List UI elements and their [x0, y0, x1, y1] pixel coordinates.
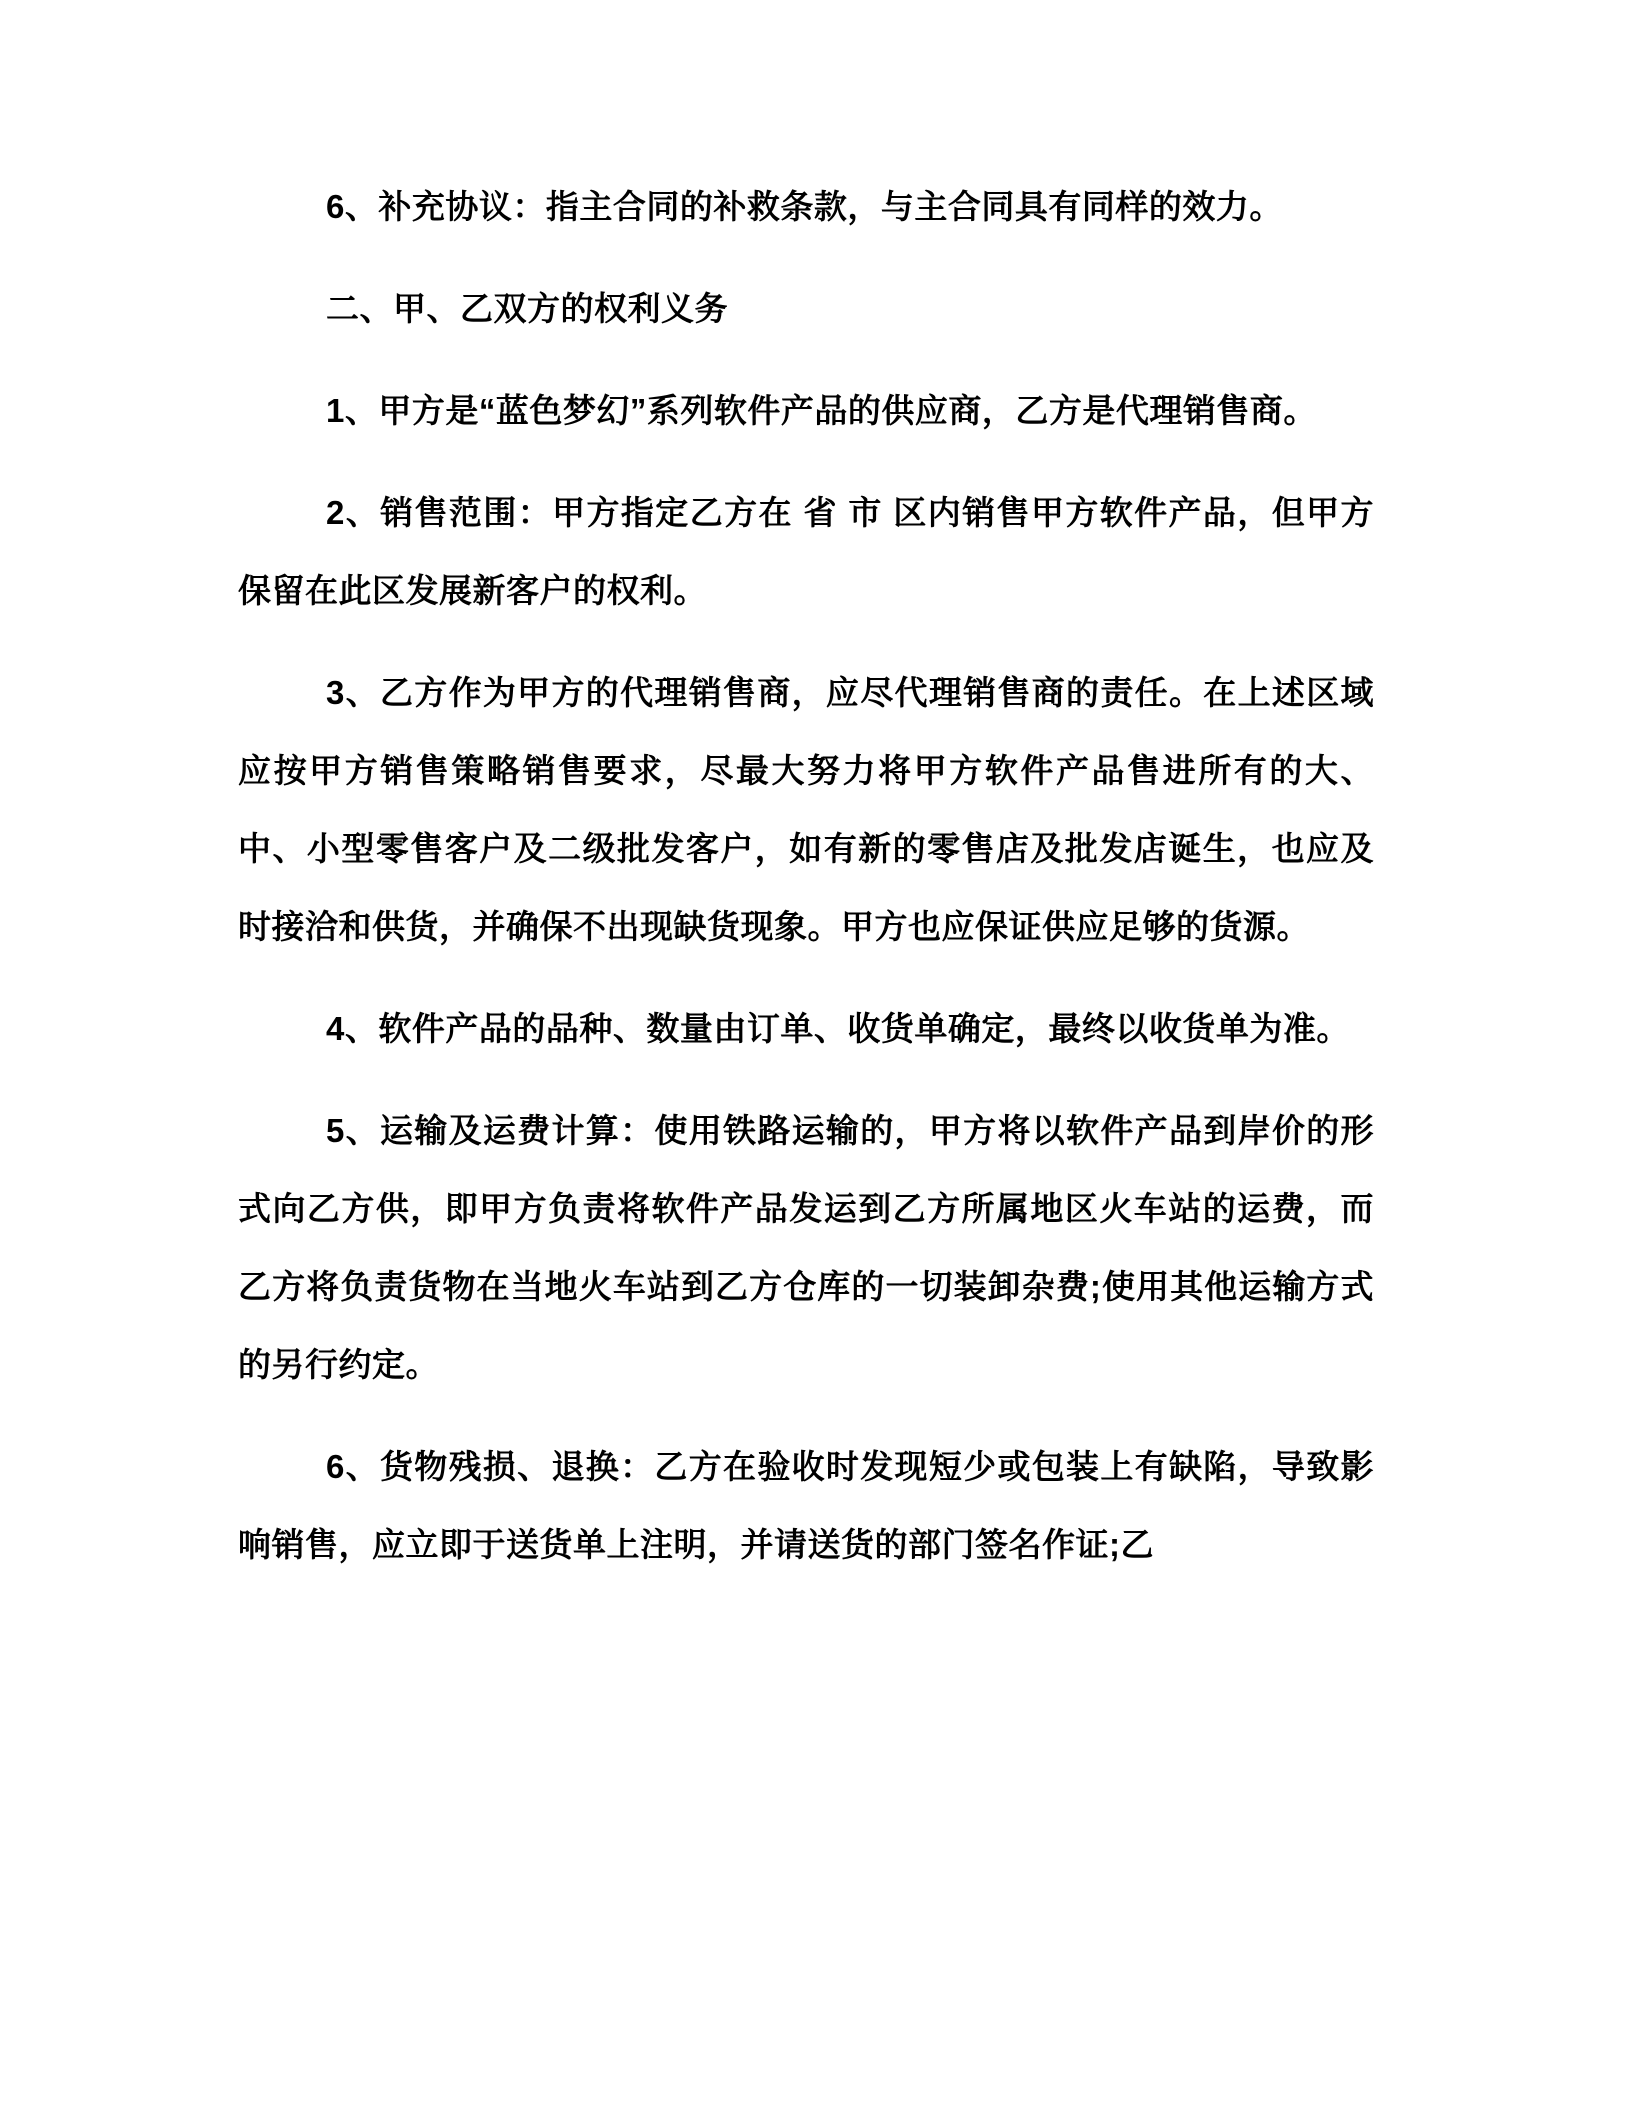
paragraph-section-heading: 二、甲、乙双方的权利义务	[326, 290, 728, 327]
paragraph-item-5: 5、运输及运费计算：使用铁路运输的，甲方将以软件产品到岸价的形式向乙方供，即甲方负责将软件产品发运到乙方所属地区火车站的运费，而乙方将负责货物在当地火车站到乙方仓库的一切装卸杂费;使用其他运输方式的另行约定。	[238, 1112, 1374, 1383]
paragraph-item-4: 4、软件产品的品种、数量由订单、收货单确定，最终以收货单为准。	[326, 1010, 1350, 1047]
paragraph-item-1: 1、甲方是“蓝色梦幻”系列软件产品的供应商，乙方是代理销售商。	[326, 392, 1317, 429]
paragraph-item-6: 6、货物残损、退换：乙方在验收时发现短少或包装上有缺陷，导致影响销售，应立即于送货单上注明，并请送货的部门签名作证;乙	[238, 1448, 1374, 1563]
paragraph-supplementary-agreement: 6、补充协议：指主合同的补救条款，与主合同具有同样的效力。	[326, 188, 1283, 225]
paragraph-item-2: 2、销售范围：甲方指定乙方在 省 市 区内销售甲方软件产品，但甲方保留在此区发展新客户的权利。	[238, 494, 1374, 609]
paragraph-item-3: 3、乙方作为甲方的代理销售商，应尽代理销售商的责任。在上述区域应按甲方销售策略销售要求，尽最大努力将甲方软件产品售进所有的大、中、小型零售客户及二级批发客户，如有新的零售店及批发店诞生，也应及时接洽和供货，并确保不出现缺货现象。甲方也应保证供应足够的货源。	[238, 674, 1374, 945]
